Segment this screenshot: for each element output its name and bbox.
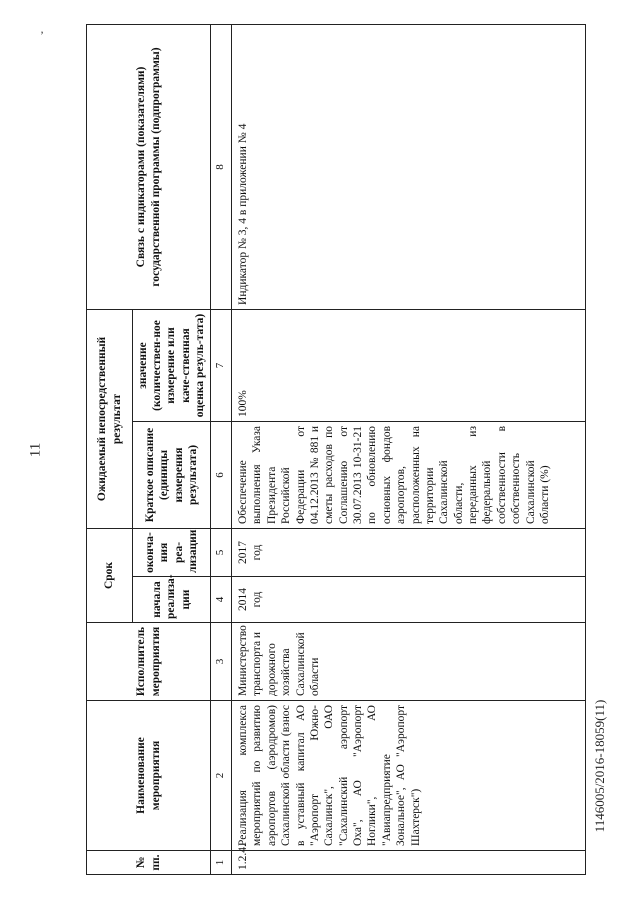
column-number: 3 (211, 623, 232, 701)
header-name: Наименование мероприятия (87, 701, 211, 851)
column-number: 4 (211, 577, 232, 623)
row-start: 2014 год (232, 577, 586, 623)
header-link: Связь с индикаторами (показателями) государственной программы (подпрограммы) (87, 24, 211, 309)
header-term-start: начала реализа-ции (133, 577, 211, 623)
row-result-desc: Обеспечение выполнения Указа Президента Российской Федерации от 04.12.2013 № 881 и сметы расходов по Соглашению от 30.07.2013 10-31-21 по обновлению основных фондов аэропортов, расположенных на территории Сахалинской области, переданных из федеральной собственности в собственность Сахалинской области (%) (232, 421, 586, 528)
row-num: 1.2.4. (232, 851, 586, 875)
column-number: 8 (211, 24, 232, 309)
header-result-value: значение (количествен-ное измерение или каче-ственная оценка резуль-тата) (133, 309, 211, 421)
rotated-table-container (86, 25, 586, 875)
header-num: № пп. (87, 851, 211, 875)
table-row (232, 24, 586, 874)
row-name: Реализация комплекса мероприятий по развитию аэропортов (аэродромов) Сахалинской области (взнос в уставный капитал АО "Аэропорт Южно-Сахалинск", ОАО "Сахалинский аэропорт Оха", АО "Аэропорт Ноглики", АО "Авиапредприятие Зональное", АО "Аэропорт Шахтерск") (232, 701, 586, 851)
header-result: Ожидаемый непосредственный результат (87, 309, 133, 528)
row-result-value: 100% (232, 309, 586, 421)
header-term-end: оконча-ния реа-лизации (133, 528, 211, 576)
row-executor: Министерство транспорта и дорожного хозяйства Сахалинской области (232, 623, 586, 701)
column-number: 6 (211, 421, 232, 528)
activities-table (86, 24, 586, 875)
row-link: Индикатор № 3, 4 в приложении № 4 (232, 24, 586, 309)
column-number: 5 (211, 528, 232, 576)
header-executor: Исполнитель мероприятия (87, 623, 211, 701)
row-end: 2017 год (232, 528, 586, 576)
scan-mark: ’ (40, 28, 44, 42)
document-code: 1146005/2016-18059(11) (592, 699, 607, 833)
column-number: 2 (211, 701, 232, 851)
header-term: Срок (87, 528, 133, 622)
column-number-row (211, 24, 232, 874)
column-number: 1 (211, 851, 232, 875)
page-number: 11 (27, 442, 44, 458)
header-result-desc: Краткое описание (единицы измерения результата) (133, 421, 211, 528)
column-number: 7 (211, 309, 232, 421)
